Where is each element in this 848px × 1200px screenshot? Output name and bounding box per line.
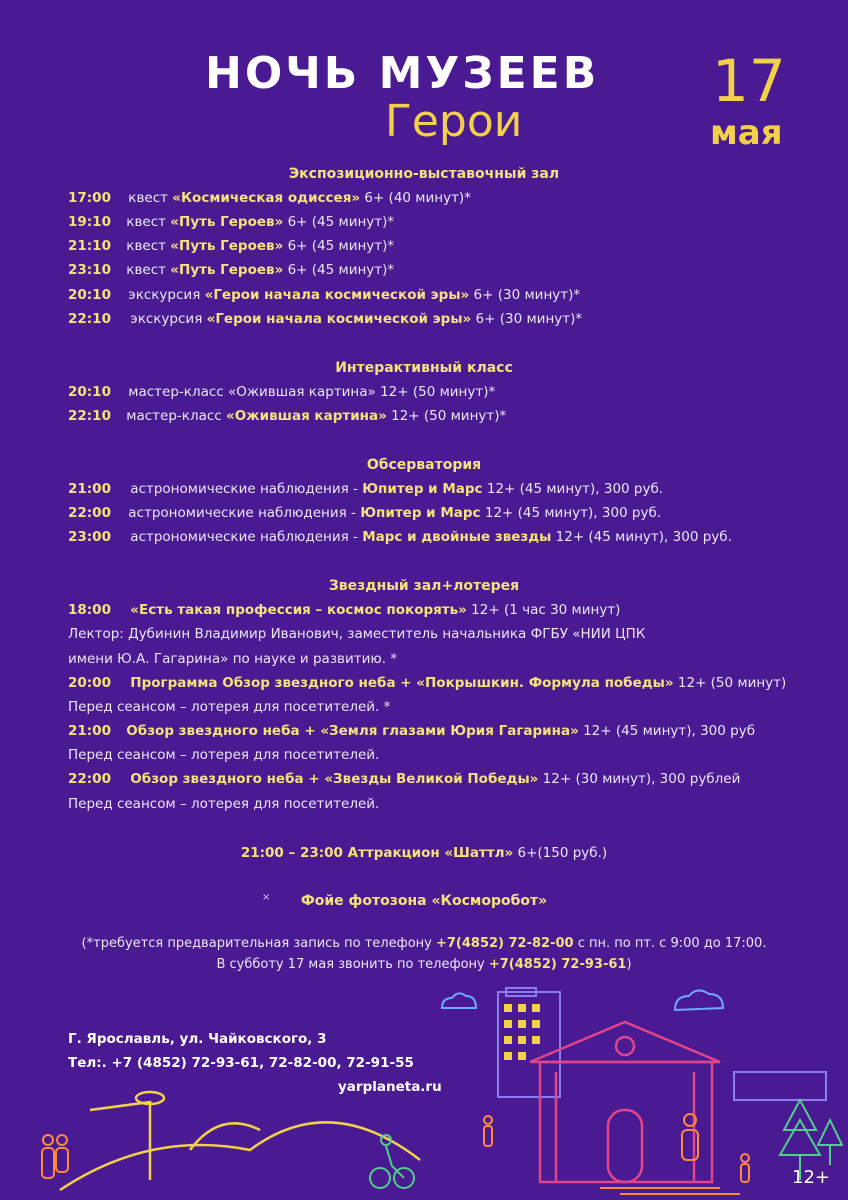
section-title-starhall: Звездный зал+лотерея [328, 578, 520, 594]
lector-line: Лектор: Дубинин Владимир Иванович, заместитель начальника ФГБУ «НИИ ЦПК [68, 626, 646, 642]
registration-note: В субботу 17 мая звонить по телефону +7(4852) 72-93-61) [216, 957, 632, 972]
museum-icon [530, 1022, 720, 1182]
schedule-row: 22:00 Обзор звездного неба + «Звезды Великой Победы» 12+ (30 минут), 300 рублей [68, 771, 741, 787]
section-title-expo: Экспозиционно-выставочный зал [288, 166, 560, 182]
schedule-row: 20:00 Программа Обзор звездного неба + «Покрышкин. Формула победы» 12+ (50 минут) [68, 675, 787, 691]
schedule-row: 21:00 астрономические наблюдения - Юпитер и Марс 12+ (45 минут), 300 руб. [68, 481, 664, 497]
section-title-interactive: Интерактивный класс [335, 360, 513, 376]
schedule-row: 22:10 мастер-класс «Ожившая картина» 12+ (50 минут)* [68, 408, 507, 424]
schedule-row: 23:10 квест «Путь Героев» 6+ (45 минут)* [68, 262, 395, 278]
contact-phones: Тел:. +7 (4852) 72-93-61, 72-82-00, 72-91-55 [68, 1055, 414, 1071]
section-title-observatory: Обсерватория [366, 457, 482, 473]
schedule-row: 20:10 мастер-класс «Ожившая картина» 12+ (50 минут)* [68, 384, 496, 400]
lottery-note: Перед сеансом – лотерея для посетителей. [68, 747, 380, 763]
building-icon [734, 1072, 826, 1100]
date-month: мая [710, 113, 783, 153]
schedule-row: 22:00 астрономические наблюдения - Юпитер и Марс 12+ (45 минут), 300 руб. [68, 505, 662, 521]
shuttle-line: 21:00 – 23:00 Аттракцион «Шаттл» 6+(150 руб.) [240, 845, 608, 861]
registration-note: (*требуется предварительная запись по телефону +7(4852) 72-82-00 с пн. по пт. с 9:00 до 17:00. [81, 936, 767, 951]
schedule-row: 18:00 «Есть такая профессия – космос покорять» 12+ (1 час 30 минут) [68, 602, 621, 618]
windows-decoration [504, 1004, 540, 1060]
planetarium-icon [60, 1092, 420, 1190]
section-title-foyer: Фойе фотозона «Косморобот» [300, 893, 548, 909]
schedule-row: 21:00 Обзор звездного неба + «Земля глазами Юрия Гагарина» 12+ (45 минут), 300 руб [68, 723, 756, 739]
steps-decoration [600, 1188, 740, 1194]
svg-text:×: × [262, 892, 271, 903]
schedule-row: 22:10 экскурсия «Герои начала космической эры» 6+ (30 минут)* [68, 311, 583, 327]
lottery-note: Перед сеансом – лотерея для посетителей. * [68, 699, 391, 715]
cloud-icon [442, 990, 723, 1010]
cyclist-icon [370, 1135, 414, 1188]
schedule-row: 19:10 квест «Путь Героев» 6+ (45 минут)* [68, 214, 395, 230]
stars-decoration [262, 892, 270, 903]
schedule-row: 20:10 экскурсия «Герои начала космической эры» 6+ (30 минут)* [68, 287, 581, 303]
schedule-row: 21:10 квест «Путь Героев» 6+ (45 минут)* [68, 238, 395, 254]
address: Г. Ярославль, ул. Чайковского, 3 [68, 1031, 327, 1047]
date-day: 17 [712, 47, 786, 115]
schedule-row: 17:00 квест «Космическая одиссея» 6+ (40 минут)* [68, 190, 471, 206]
age-rating-badge: 12+ [792, 1167, 830, 1188]
lector-line: имени Ю.А. Гагарина» по науке и развитию. * [68, 651, 398, 667]
event-subtitle: Герои [385, 96, 523, 147]
schedule-row: 23:00 астрономические наблюдения - Марс и двойные звезды 12+ (45 минут), 300 руб. [68, 529, 732, 545]
website-link[interactable]: yarplaneta.ru [338, 1079, 442, 1095]
event-title: НОЧЬ МУЗЕЕВ [205, 48, 600, 99]
lottery-note: Перед сеансом – лотерея для посетителей. [68, 796, 380, 812]
